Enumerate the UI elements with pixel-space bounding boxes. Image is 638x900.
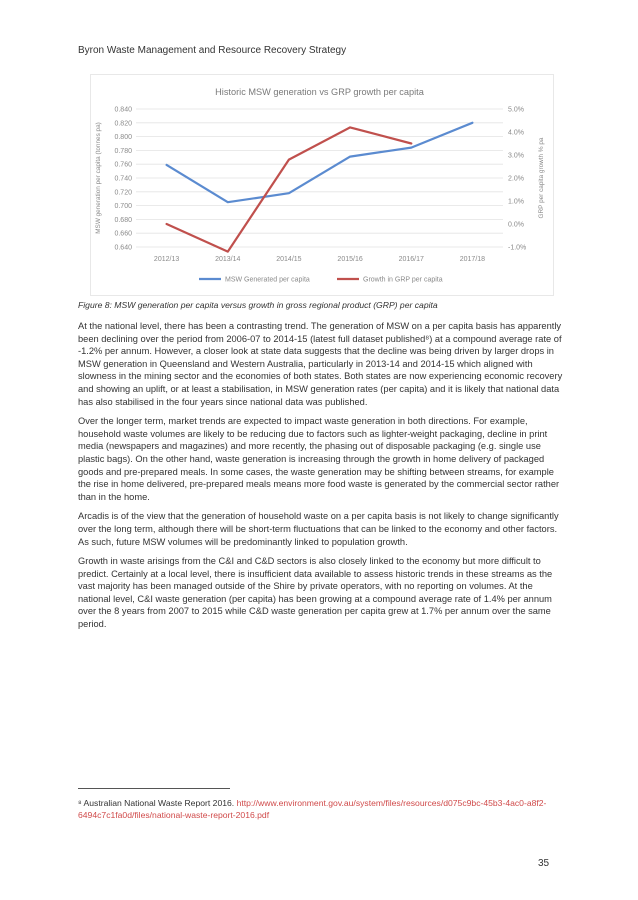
y-tick-label: 0.840 (114, 106, 132, 114)
footnote-text: ⁸ Australian National Waste Report 2016. (78, 798, 237, 808)
chart-title: Historic MSW generation vs GRP growth per capita (215, 87, 424, 97)
y-tick-label: 0.740 (114, 175, 132, 183)
y2-tick-label: 5.0% (508, 106, 524, 114)
page-number: 35 (538, 858, 550, 869)
paragraph-1: At the national level, there has been a contrasting trend. The generation of MSW on a per capita basis has apparently been declining over the period from 2006-07 to 2014-15 (latest full dataset published⁸) at a compound average rate of -1.2% per annum. However, a closer look at state data suggests that the decline was being driven by larger drops in MSW generation in Queensland and Western Australia, particularly in 2013-14 and 2014-15 which aligned with slowness in the mining sector and the economies of both states. Both states are now experiencing economic recovery and showing an uplift, or at least a stabilisation, in MSW generation rates (per capita) and it is likely that national data has also stabilised in the four years since national data was published. (78, 321, 563, 407)
chart-svg (91, 75, 553, 295)
paragraph-3: Arcadis is of the view that the generation of household waste on a per capita basis is not likely to change significantly over the long term, although there will be short-term fluctuations that can be linked to the economy and other factors. As such, future MSW volumes will be predominantly linked to population growth. (78, 511, 559, 547)
x-tick-label: 2013/14 (215, 256, 241, 263)
y2-tick-label: 2.0% (508, 175, 524, 183)
msw-vs-grp-chart (90, 74, 554, 296)
y2-tick-label: 3.0% (508, 152, 524, 160)
y-tick-label: 0.680 (114, 216, 132, 224)
y-axis-label: MSW generation per capita (tonnes pa) (95, 122, 102, 234)
x-tick-label: 2016/17 (398, 256, 424, 263)
y2-tick-label: 1.0% (508, 198, 524, 206)
y-tick-label: 0.720 (114, 189, 132, 197)
y-tick-label: 0.760 (114, 161, 132, 169)
y-tick-label: 0.800 (114, 134, 132, 142)
y-tick-label: 0.820 (114, 120, 132, 128)
series-line-1 (167, 123, 473, 202)
figure-caption: Figure 8: MSW generation per capita versus growth in gross regional product (GRP) per capita (78, 300, 438, 310)
footnote (78, 798, 568, 821)
footnote-link[interactable]: http://www.environment.gov.au/system/files/resources/d075c9bc-45b3-4ac0-a8f2-6494c7c1fa0d/files/national-waste-report-2016.pdf (78, 798, 547, 820)
y2-tick-label: -1.0% (508, 244, 527, 252)
legend-label-1: MSW Generated per capita (225, 276, 310, 284)
x-tick-label: 2014/15 (276, 256, 302, 263)
document-header: Byron Waste Management and Resource Recovery Strategy (78, 45, 347, 56)
body-text (78, 320, 564, 638)
y-tick-label: 0.640 (114, 244, 132, 252)
y-tick-label: 0.700 (114, 203, 132, 211)
x-tick-label: 2017/18 (459, 256, 486, 263)
y2-tick-label: 0.0% (508, 221, 524, 229)
paragraph-4: Growth in waste arisings from the C&I and C&D sectors is also closely linked to the economy but more difficult to predict. Certainly at a local level, there is insufficient data available to assess historic trends in these streams as the vast majority has been managed outside of the Shire by private operators, with no reporting on volumes. At the national level, C&I waste generation (per capita) has been growing at a compound average rate of 1.4% per annum over the 8 years from 2007 to 2015 while C&D waste generation per capita grew at 1.7% per annum over the same period. (78, 556, 553, 630)
legend-label-2: Growth in GRP per capita (363, 276, 443, 284)
y-tick-label: 0.660 (114, 230, 132, 238)
x-tick-label: 2015/16 (337, 256, 363, 263)
x-tick-label: 2012/13 (153, 256, 180, 263)
y2-axis-label: GRP per capita growth % pa (538, 137, 545, 219)
y-tick-label: 0.780 (114, 147, 132, 155)
y2-tick-label: 4.0% (508, 129, 524, 137)
footnote-divider (78, 788, 230, 789)
paragraph-2: Over the longer term, market trends are expected to impact waste generation in both directions. For example, household waste volumes are likely to be reducing due to factors such as lighter-weight packaging, decline in print media (newspapers and magazines) and more recently, the phasing out of disposable packaging (e.g. single use plastic bags). On the other hand, waste generation is increasing through the growth in home delivery of packaged goods and pre-prepared meals. In some cases, the waste generation may be shifting between streams, for example the rise in home delivered, pre-prepared meals means more food waste is generated by the commercial sector rather than in the home. (78, 416, 560, 502)
